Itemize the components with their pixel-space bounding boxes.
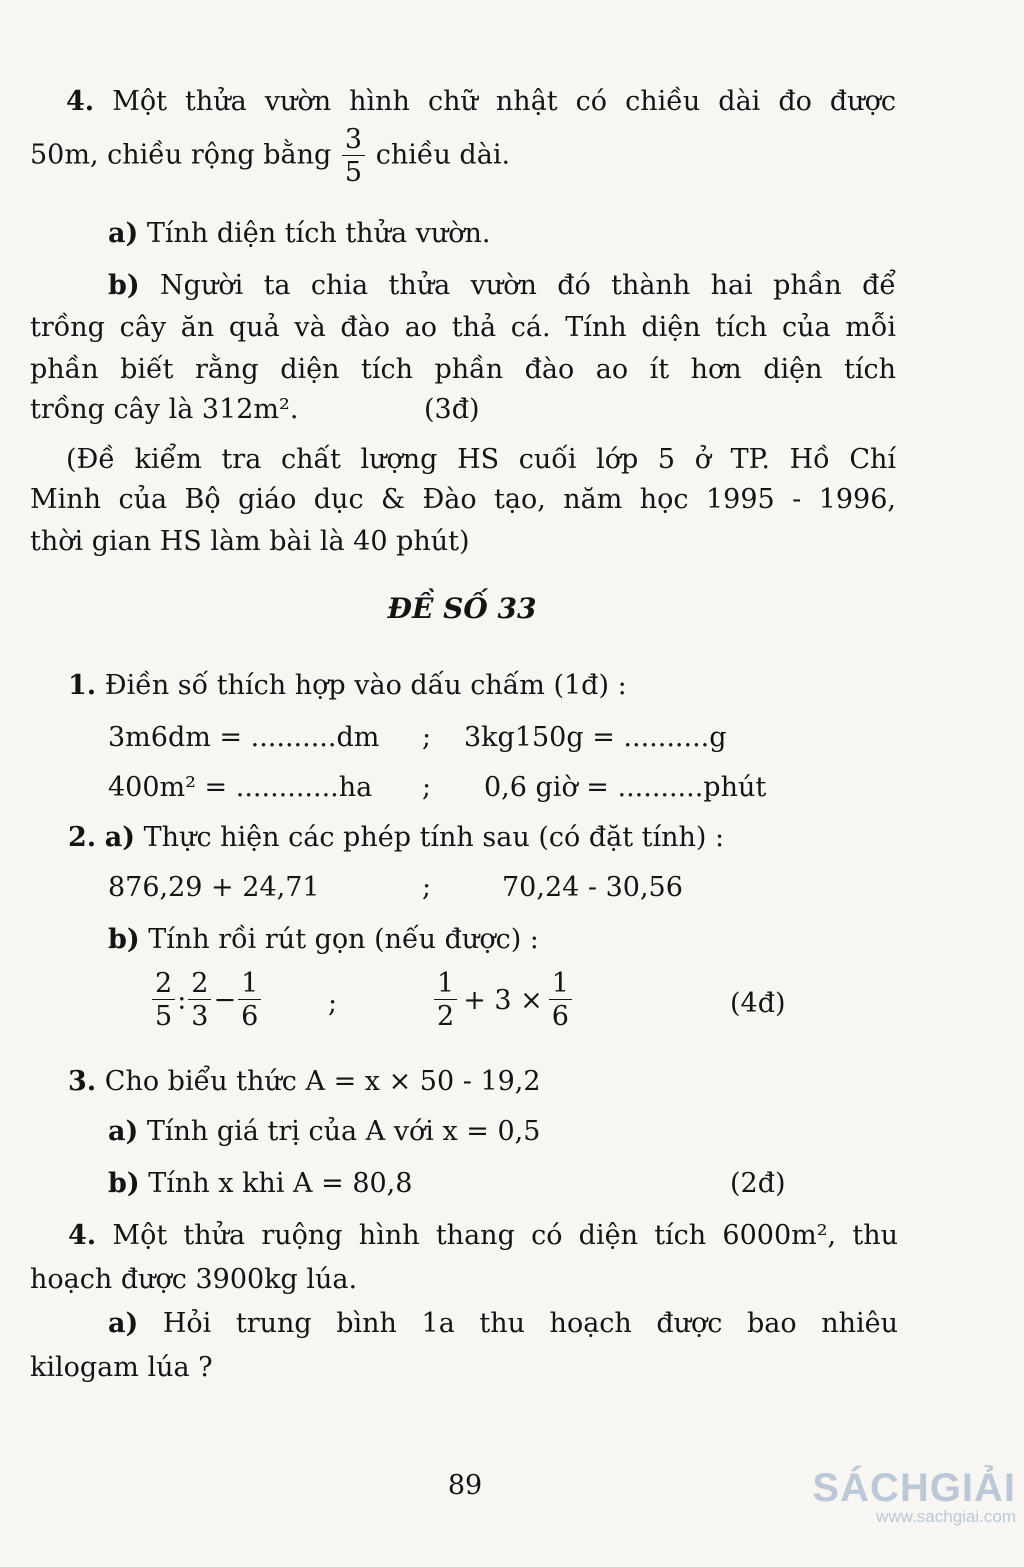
p1-row1-sep: ; bbox=[422, 722, 432, 753]
section-title: ĐỀ SỐ 33 bbox=[387, 592, 537, 625]
p2-points: (4đ) bbox=[730, 988, 786, 1019]
problem-4-part-a: a) Tính diện tích thửa vườn. bbox=[108, 218, 491, 249]
p2-calc-sep: ; bbox=[422, 872, 432, 903]
problem-4-part-b-line-2: trồng cây ăn quả và đào ao thả cá. Tính diện tích của mỗi bbox=[30, 312, 896, 343]
p2-expression-2: $\frac{1}{2}$ + 3 × $\frac{1}{6}$ bbox=[432, 970, 574, 1030]
p3-points: (2đ) bbox=[730, 1168, 786, 1199]
sachgiai-watermark bbox=[812, 1466, 1016, 1527]
problem-4-points: (3đ) bbox=[424, 394, 480, 425]
watermark-url: www.sachgiai.com bbox=[876, 1507, 1016, 1526]
p1-row2-right: 0,6 giờ = ..........phút bbox=[484, 772, 767, 803]
p3-part-a: a) Tính giá trị của A với x = 0,5 bbox=[108, 1116, 541, 1147]
p2-part-a: 2. a) Thực hiện các phép tính sau (có đặt tính) : bbox=[68, 822, 725, 853]
problem-4-part-b-line-4: trồng cây là 312m². bbox=[30, 394, 299, 425]
problem-4-line-1: 4. Một thửa vườn hình chữ nhật có chiều dài đo được bbox=[66, 86, 896, 117]
p3-part-b: b) Tính x khi A = 80,8 bbox=[108, 1168, 413, 1199]
p1-row2-left: 400m² = ............ha bbox=[108, 772, 373, 803]
source-note-line-2: Minh của Bộ giáo dục & Đào tạo, năm học 1995 - 1996, bbox=[30, 484, 896, 515]
problem-4-part-b-line-3: phần biết rằng diện tích phần đào ao ít hơn diện tích bbox=[30, 354, 896, 385]
problem-4-line-2: 50m, chiều rộng bằng $\frac{3}{5}$ chiều dài. bbox=[30, 124, 511, 188]
p4-line-2: hoạch được 3900kg lúa. bbox=[30, 1264, 358, 1295]
p2-part-b: b) Tính rồi rút gọn (nếu được) : bbox=[108, 924, 539, 955]
p2-calc-1: 876,29 + 24,71 bbox=[108, 872, 320, 903]
watermark-logo: SÁCHGIẢI bbox=[812, 1466, 1016, 1510]
p2-expression-sep: ; bbox=[328, 988, 338, 1019]
p1-question: 1. Điền số thích hợp vào dấu chấm (1đ) : bbox=[68, 670, 627, 701]
fraction-three-fifths: $\frac{3}{5}$ bbox=[342, 126, 365, 186]
p3-question: 3. Cho biểu thức A = x × 50 - 19,2 bbox=[68, 1066, 541, 1097]
p1-row1-right: 3kg150g = ..........g bbox=[464, 722, 727, 753]
p4-line-1: 4. Một thửa ruộng hình thang có diện tích 6000m², thu bbox=[68, 1220, 898, 1251]
p2-calc-2: 70,24 - 30,56 bbox=[502, 872, 683, 903]
p2-expression-1: $\frac{2}{5}$ : $\frac{2}{3}$ − $\frac{1}{6}$ bbox=[150, 970, 263, 1030]
page-number: 89 bbox=[447, 1470, 483, 1501]
p1-row2-sep: ; bbox=[422, 772, 432, 803]
source-note-line-1: (Đề kiểm tra chất lượng HS cuối lớp 5 ở TP. Hồ Chí bbox=[66, 444, 896, 475]
p4-part-a-line-1: a) Hỏi trung bình 1a thu hoạch được bao nhiêu bbox=[108, 1308, 898, 1339]
p4-part-a-line-2: kilogam lúa ? bbox=[30, 1352, 213, 1383]
problem-4-part-b-line-1: b) Người ta chia thửa vườn đó thành hai phần để bbox=[108, 270, 896, 301]
source-note-line-3: thời gian HS làm bài là 40 phút) bbox=[30, 526, 470, 557]
p1-row1-left: 3m6dm = ..........dm bbox=[108, 722, 380, 753]
